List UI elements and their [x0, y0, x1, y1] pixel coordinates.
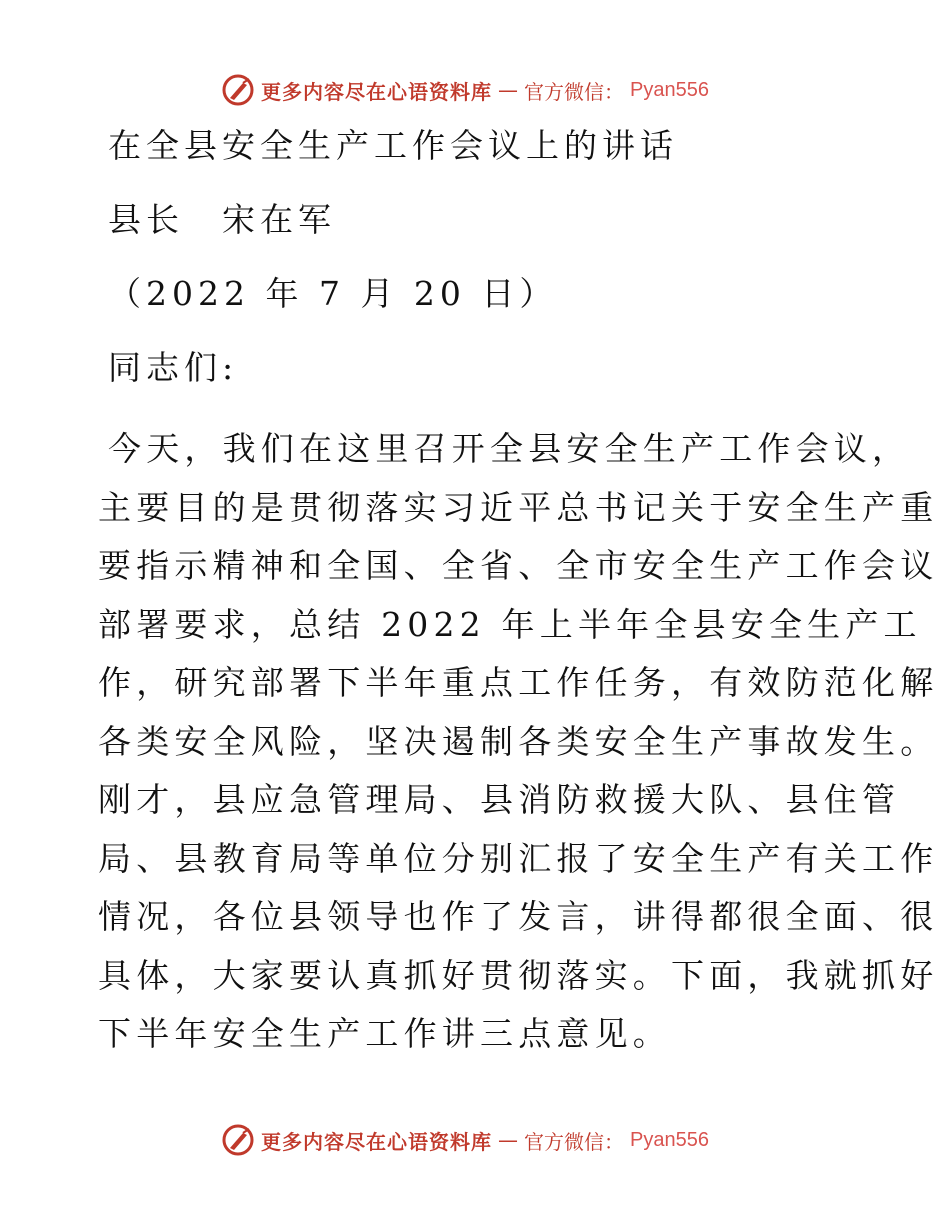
document-salutation: 同志们: — [108, 348, 239, 387]
document-title: 在全县安全生产工作会议上的讲话 — [108, 126, 678, 165]
body-line: 具体，大家要认真抓好贯彻落实。下面，我就抓好 — [98, 955, 939, 995]
body-line: 主要目的是贯彻落实习近平总书记关于安全生产重 — [98, 487, 939, 527]
body-line: 情况，各位县领导也作了发言，讲得都很全面、很 — [98, 897, 939, 936]
body-line: 部署要求，总结 2022 年上半年全县安全生产工 — [98, 604, 922, 644]
body-line: 各类安全风险，坚决遏制各类安全生产事故发生。 — [98, 721, 939, 761]
watermark-site-text: 更多内容尽在心语资料库 — [261, 79, 493, 104]
watermark-footer — [0, 1120, 950, 1160]
watermark-wechat-label: 官方微信： — [524, 1129, 625, 1154]
body-line: 下半年安全生产工作讲三点意见。 — [98, 1014, 671, 1053]
watermark-header — [0, 70, 950, 110]
document-body-paragraph — [98, 420, 939, 1064]
watermark-wechat-label: 官方微信： — [524, 79, 625, 104]
document-date: （2022 年 7 月 20 日） — [108, 274, 558, 313]
body-line: 刚才，县应急管理局、县消防救援大队、县住管 — [98, 780, 901, 819]
watermark-dash: — — [498, 1128, 519, 1152]
watermark-wechat-id: Pyan556 — [630, 78, 709, 101]
body-line: 作，研究部署下半年重点工作任务，有效防范化解 — [98, 663, 939, 702]
body-line: 要指示精神和全国、全省、全市安全生产工作会议 — [98, 546, 939, 585]
body-line: 今天，我们在这里召开全县安全生产工作会议， — [108, 429, 911, 468]
body-line: 局、县教育局等单位分别汇报了安全生产有关工作 — [98, 838, 939, 878]
quill-pen-logo-icon — [221, 73, 255, 107]
document-speaker: 县长 宋在军 — [108, 200, 336, 239]
watermark-site-text: 更多内容尽在心语资料库 — [261, 1129, 493, 1154]
quill-pen-logo-icon — [221, 1123, 255, 1157]
watermark-dash: — — [498, 78, 519, 102]
watermark-wechat-id: Pyan556 — [630, 1128, 709, 1151]
